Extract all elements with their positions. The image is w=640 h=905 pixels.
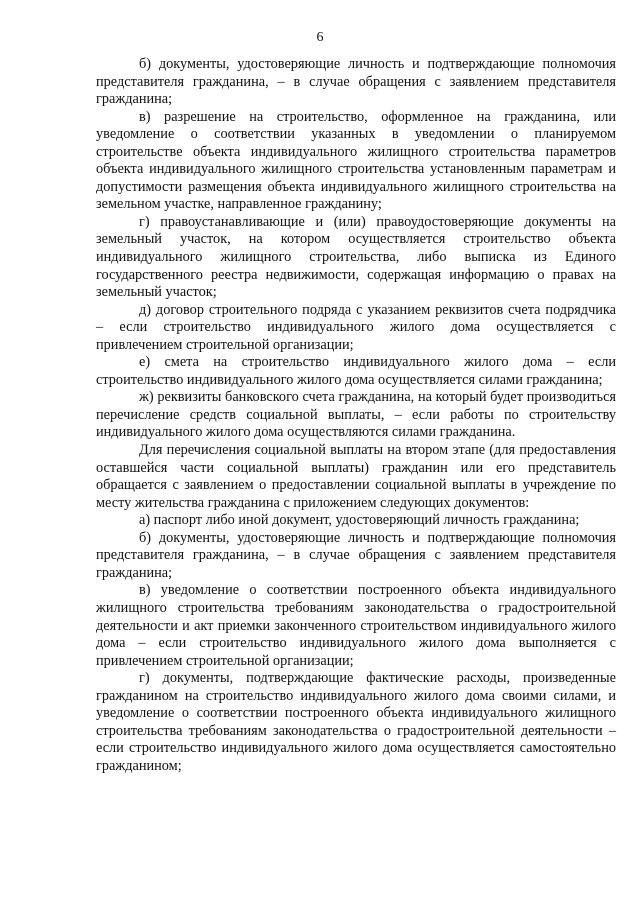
paragraph-g-expense-docs: г) документы, подтверждающие фактические расходы, произведенные гражданином на строительство индивидуального жилого дома своими силами, и уведомление о соответствии построенного объекта индивидуального жилищного строительства требованиям законодательства о градостроительной деятельности – если строительство индивидуального жилого дома осуществляется самостоятельно гражданином; xyxy=(96,670,616,774)
paragraph-b-representative-docs: б) документы, удостоверяющие личность и подтверждающие полномочия представителя гражданина, – в случае обращения с заявлением представителя гражданина; xyxy=(96,56,616,108)
paragraph-v-construction-permit: в) разрешение на строительство, оформленное на гражданина, или уведомление о соответствии указанных в уведомлении о планируемом строительстве объекта индивидуального жилищного строительства параметров объекта индивидуального жилищного строительства установленным параметрам и допустимости размещения объекта индивидуального жилищного строительства на земельном участке, направленное гражданину; xyxy=(96,108,616,213)
paragraph-zh-bank-details: ж) реквизиты банковского счета гражданина, на который будет производиться перечисление средств социальной выплаты, – если работы по строительству индивидуального жилого дома осуществляются силами гражданина. xyxy=(96,389,616,441)
document-body xyxy=(96,56,616,775)
paragraph-g-land-title-docs: г) правоустанавливающие и (или) правоудостоверяющие документы на земельный участок, на котором осуществляется строительство объекта индивидуального жилищного строительства, либо выписка из Единого государственного реестра недвижимости, содержащая информацию о правах на земельный участок; xyxy=(96,213,616,301)
paragraph-d-construction-contract: д) договор строительного подряда с указанием реквизитов счета подрядчика – если строительство индивидуального жилого дома осуществляется с привлечением строительной организации; xyxy=(96,301,616,353)
paragraph-v-compliance-notice: в) уведомление о соответствии построенного объекта индивидуального жилищного строительства требованиям законодательства о градостроительной деятельности и акт приемки законченного строительством индивидуального жилого дома – если строительство индивидуального жилого дома выполняется с привлечением строительной организации; xyxy=(96,582,616,669)
paragraph-a-passport: а) паспорт либо иной документ, удостоверяющий личность гражданина; xyxy=(139,512,580,529)
paragraph-e-cost-estimate: е) смета на строительство индивидуального жилого дома – если строительство индивидуального жилого дома осуществляется силами гражданина; xyxy=(96,354,616,388)
paragraph-second-stage-intro: Для перечисления социальной выплаты на втором этапе (для предоставления оставшейся части социальной выплаты) гражданин или его представитель обращается с заявлением о предоставлении социальной выплаты в учреждение по месту жительства гражданина с приложением следующих документов: xyxy=(96,442,616,511)
page-number: 6 xyxy=(316,30,324,45)
paragraph-b-representative-docs-2: б) документы, удостоверяющие личность и подтверждающие полномочия представителя гражданина, – в случае обращения с заявлением представителя гражданина; xyxy=(96,529,616,581)
